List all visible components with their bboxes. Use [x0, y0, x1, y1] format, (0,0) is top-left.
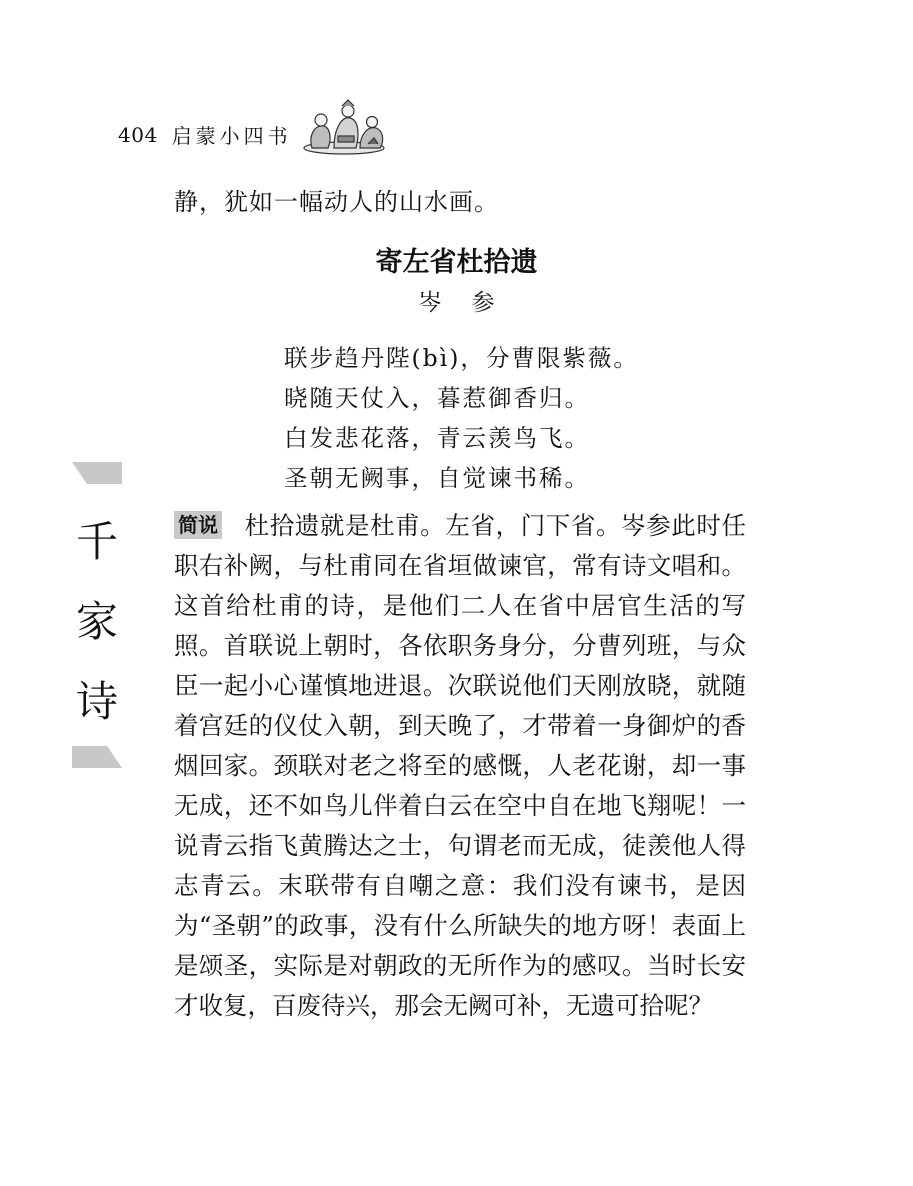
commentary-paragraph — [174, 506, 746, 1026]
poem-title: 寄左省杜拾遗 — [375, 247, 538, 278]
scholars-illustration-icon — [298, 98, 390, 156]
section-side-tab — [72, 462, 122, 768]
book-title: 启蒙小四书 — [171, 124, 292, 148]
poem-body — [284, 338, 639, 498]
page-number: 404 — [118, 122, 158, 147]
side-tab-char: 诗 — [75, 677, 118, 726]
page-header — [118, 120, 292, 149]
side-tab-char: 千 — [75, 517, 118, 566]
side-tab-top-bar — [72, 462, 122, 484]
poem-line: 联步趋丹陛(bì)，分曹限紫薇。 — [284, 344, 639, 372]
poem-line: 白发悲花落，青云羡鸟飞。 — [284, 424, 590, 452]
poem-line: 晓随天仗入，暮惹御香归。 — [284, 384, 590, 412]
previous-text-line: 静，犹如一幅动人的山水画。 — [174, 188, 499, 216]
side-tab-char: 家 — [75, 597, 118, 646]
side-tab-bottom-bar — [72, 746, 122, 768]
commentary-tag: 简说 — [174, 511, 222, 539]
poem-line: 圣朝无阙事，自觉谏书稀。 — [284, 464, 590, 492]
poem-author: 岑参 — [418, 290, 525, 316]
commentary-text: 杜拾遗就是杜甫。左省，门下省。岑参此时任职右补阙，与杜甫同在省垣做谏官，常有诗文唱和。这首给杜甫的诗，是他们二人在省中居官生活的写照。首联说上朝时，各依职务身分，分曹列班，与众臣一起小心谨慎地进退。次联说他们天刚放晓，就随着宫廷的仪仗入朝，到天晚了，才带着一身御炉的香烟回家。颈联对老之将至的感慨，人老花谢，却一事无成，还不如鸟儿伴着白云在空中自在地飞翔呢！一说青云指飞黄腾达之士，句谓老而无成，徒羡他人得志青云。末联带有自嘲之意：我们没有谏书，是因为“圣朝”的政事，没有什么所缺失的地方呀！表面上是颂圣，实际是对朝政的无所作为的感叹。当时长安才收复，百废待兴，那会无阙可补，无遗可拾呢？ — [174, 511, 746, 1020]
commentary-section — [174, 506, 746, 1026]
side-tab-text — [72, 502, 122, 742]
